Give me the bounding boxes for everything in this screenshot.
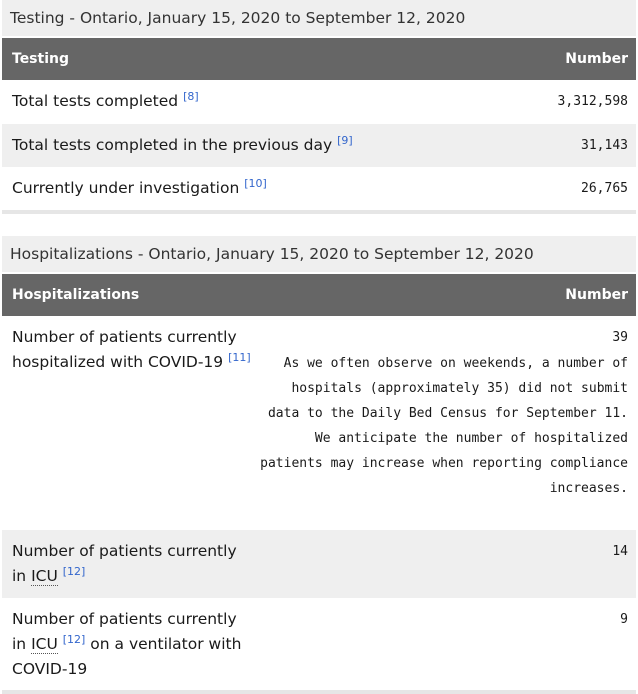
testing-caption: Testing - Ontario, January 15, 2020 to September 12, 2020 xyxy=(2,0,636,36)
row-label: Currently under investigation [10] xyxy=(12,176,267,197)
row-value: 26,765 xyxy=(581,181,628,196)
row-value: 39 xyxy=(612,330,628,345)
row-value: 31,143 xyxy=(581,138,628,153)
testing-header-number: Number xyxy=(565,51,628,67)
testing-header-row xyxy=(2,38,636,80)
reference-link[interactable]: [10] xyxy=(244,176,267,190)
hospitalizations-caption: Hospitalizations - Ontario, January 15, 2020 to September 12, 2020 xyxy=(2,236,636,272)
table-bottom-border xyxy=(2,690,636,694)
row-value: 14 xyxy=(612,544,628,559)
table-row xyxy=(2,80,636,124)
table-row xyxy=(2,598,636,690)
table-row xyxy=(2,124,636,167)
reference-link[interactable]: [11] xyxy=(228,350,251,364)
table-row xyxy=(2,530,636,598)
row-label: Number of patients currently in ICU [12] xyxy=(12,542,237,585)
table-bottom-border xyxy=(2,210,636,214)
hospitalizations-header-number: Number xyxy=(565,287,628,303)
row-label: Number of patients currently in ICU [12] on a ventilator with COVID-19 xyxy=(12,610,242,678)
testing-header-label: Testing xyxy=(12,51,69,67)
row-label: Number of patients currently hospitalized with COVID-19 [11] xyxy=(12,328,251,371)
table-row xyxy=(2,316,636,530)
icu-abbreviation[interactable]: ICU xyxy=(31,567,58,585)
hospitalizations-header-row xyxy=(2,274,636,316)
hospitalizations-header-label: Hospitalizations xyxy=(12,287,140,303)
row-value: 3,312,598 xyxy=(557,94,628,109)
reference-link[interactable]: [12] xyxy=(62,632,86,646)
row-label: Total tests completed in the previous day [9] xyxy=(12,133,353,154)
icu-abbreviation[interactable]: ICU xyxy=(31,635,58,653)
testing-table xyxy=(2,0,636,215)
row-note: As we often observe on weekends, a number of hospitals (approximately 35) did not submit data to the Daily Bed Census for September 11. We anticipate the number of hospitalized patients may increase when reporting compliance increases. xyxy=(260,356,628,496)
row-label: Total tests completed [8] xyxy=(12,89,199,110)
reference-link[interactable]: [8] xyxy=(183,89,199,103)
reference-link[interactable]: [9] xyxy=(337,133,353,147)
table-row xyxy=(2,167,636,210)
hospitalizations-table xyxy=(2,236,636,694)
row-value: 9 xyxy=(620,612,628,627)
reference-link[interactable]: [12] xyxy=(62,564,86,578)
